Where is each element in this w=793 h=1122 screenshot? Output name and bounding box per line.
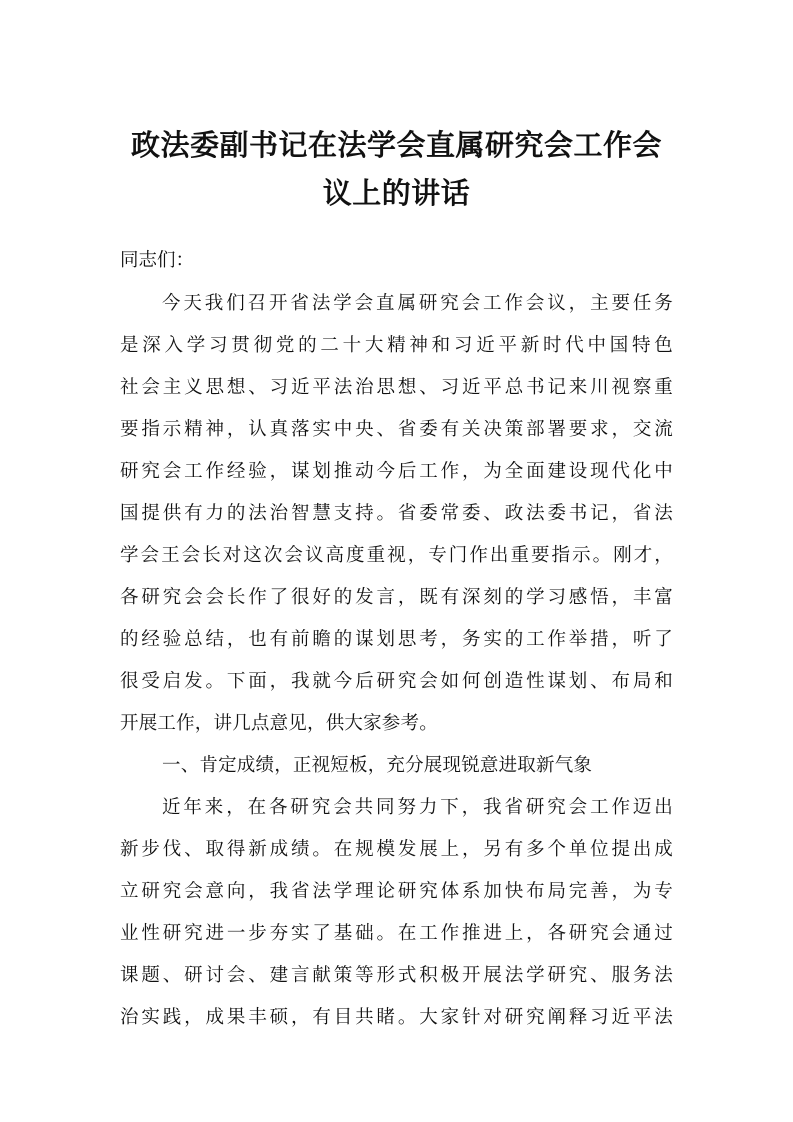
paragraph-2-line: 新步伐、取得新成绩。在规模发展上，另有多个单位提出成 xyxy=(120,839,673,860)
document-title-line-1: 政法委副书记在法学会直属研究会工作会 xyxy=(130,128,662,162)
paragraph-1-line: 社会主义思想、习近平法治思想、习近平总书记来川视察重 xyxy=(120,377,673,398)
paragraph-1-line: 研究会工作经验，谋划推动今后工作，为全面建设现代化中 xyxy=(120,461,673,482)
section-heading-1: 一、肯定成绩，正视短板，充分展现锐意进取新气象 xyxy=(162,755,593,776)
paragraph-2-line: 课题、研讨会、建言献策等形式积极开展法学研究、服务法 xyxy=(120,965,673,986)
paragraph-1-line: 学会王会长对这次会议高度重视，专门作出重要指示。刚才， xyxy=(120,545,673,566)
paragraph-1-line: 国提供有力的法治智慧支持。省委常委、政法委书记，省法 xyxy=(120,503,673,524)
paragraph-2-line: 业性研究进一步夯实了基础。在工作推进上，各研究会通过 xyxy=(120,923,673,944)
paragraph-1-line: 各研究会会长作了很好的发言，既有深刻的学习感悟，丰富 xyxy=(120,587,673,608)
paragraph-2-line: 治实践，成果丰硕，有目共睹。大家针对研究阐释习近平法 xyxy=(120,1007,673,1028)
paragraph-1-line: 很受启发。下面，我就今后研究会如何创造性谋划、布局和 xyxy=(120,671,673,692)
paragraph-1-line: 今天我们召开省法学会直属研究会工作会议，主要任务 xyxy=(162,293,673,314)
document-title-line-2: 议上的讲话 xyxy=(322,176,471,210)
paragraph-1-line: 要指示精神，认真落实中央、省委有关决策部署要求，交流 xyxy=(120,419,673,440)
paragraph-1-line: 的经验总结，也有前瞻的谋划思考，务实的工作举措，听了 xyxy=(120,629,673,650)
paragraph-2-line: 立研究会意向，我省法学理论研究体系加快布局完善，为专 xyxy=(120,881,673,902)
paragraph-2-line: 近年来，在各研究会共同努力下，我省研究会工作迈出 xyxy=(162,797,673,818)
paragraph-1-line: 是深入学习贯彻党的二十大精神和习近平新时代中国特色 xyxy=(120,335,673,356)
paragraph-1-line: 开展工作，讲几点意见，供大家参考。 xyxy=(120,713,438,734)
salutation: 同志们： xyxy=(120,250,195,271)
